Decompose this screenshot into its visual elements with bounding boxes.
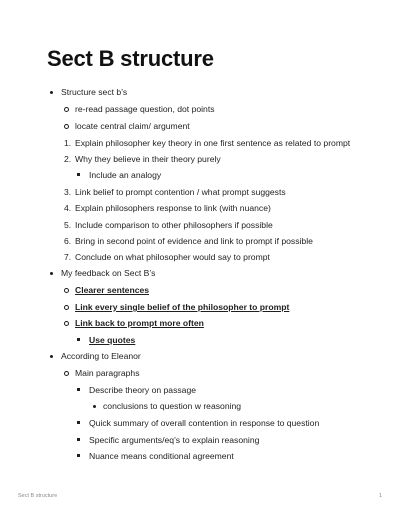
bullet-square-icon	[77, 421, 80, 424]
bullet-circle-icon	[64, 305, 69, 310]
footer-document-title: Sect B structure	[18, 493, 58, 499]
list-item-why-believe: Why they believe in their theory purely	[75, 154, 221, 164]
bullet-disc-icon	[50, 355, 53, 358]
list-number-1: 1.	[64, 138, 72, 148]
bullet-circle-icon	[64, 288, 69, 293]
list-item-describe-theory: Describe theory on passage	[89, 385, 197, 395]
list-item-explain-key-theory: Explain philosopher key theory in one first sentence as related to prompt	[75, 138, 351, 148]
list-item-conclude: Conclude on what philosopher would say to prompt	[75, 252, 270, 262]
list-number-4: 4.	[64, 203, 72, 213]
list-item-analogy: Include an analogy	[89, 170, 162, 180]
list-item-structure-sect-b: Structure sect b’s	[61, 87, 128, 97]
bullet-circle-icon	[64, 107, 69, 112]
list-item-quick-summary: Quick summary of overall contention in response to question	[89, 418, 320, 428]
list-item-nuance: Nuance means conditional agreement	[89, 451, 234, 461]
list-item-reread-passage: re-read passage question, dot points	[75, 104, 215, 114]
list-number-6: 6.	[64, 236, 72, 246]
bullet-square-icon	[77, 438, 80, 441]
bullet-disc-icon	[50, 91, 53, 94]
list-item-locate-claim: locate central claim/ argument	[75, 121, 190, 131]
list-number-2: 2.	[64, 154, 72, 164]
bullet-square-icon	[77, 454, 80, 457]
footer-page-number: 1	[379, 493, 383, 499]
list-item-explain-response: Explain philosophers response to link (with nuance)	[75, 203, 271, 213]
bullet-square-icon	[77, 173, 80, 176]
list-item-second-point: Bring in second point of evidence and link to prompt if possible	[75, 236, 313, 246]
bullet-disc-icon	[93, 405, 96, 408]
list-item-specific-arguments: Specific arguments/eq’s to explain reasoning	[89, 435, 260, 445]
bullet-circle-icon	[64, 321, 69, 326]
list-item-comparison: Include comparison to other philosophers if possible	[75, 220, 273, 230]
page-title: Sect B structure	[47, 46, 214, 71]
list-item-according-eleanor: According to Eleanor	[61, 351, 141, 361]
list-item-link-belief: Link belief to prompt contention / what prompt suggests	[75, 187, 286, 197]
list-item-main-paragraphs: Main paragraphs	[75, 368, 140, 378]
bullet-disc-icon	[50, 272, 53, 275]
bullet-circle-icon	[64, 124, 69, 129]
list-item-clearer-sentences: Clearer sentences	[75, 285, 150, 295]
list-item-conclusions: conclusions to question w reasoning	[103, 401, 242, 411]
list-number-5: 5.	[64, 220, 72, 230]
list-item-use-quotes: Use quotes	[89, 335, 136, 345]
bullet-circle-icon	[64, 371, 69, 376]
list-item-link-every-belief: Link every single belief of the philosopher to prompt	[75, 302, 290, 312]
bullet-square-icon	[77, 338, 80, 341]
bullet-square-icon	[77, 388, 80, 391]
list-number-7: 7.	[64, 252, 72, 262]
list-item-my-feedback: My feedback on Sect B’s	[61, 268, 156, 278]
list-item-link-back: Link back to prompt more often	[75, 318, 204, 328]
list-number-3: 3.	[64, 187, 72, 197]
